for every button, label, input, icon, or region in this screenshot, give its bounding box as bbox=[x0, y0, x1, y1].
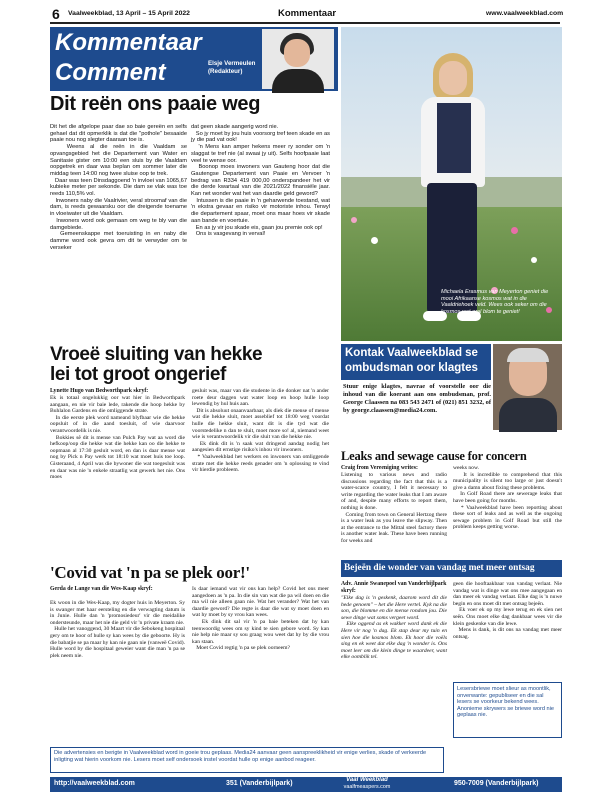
story3-headline: 'Covid vat 'n pa se plek oor!' bbox=[50, 563, 250, 582]
ombudsman-box bbox=[341, 344, 562, 447]
ombudsman-title-line1: Kontak Vaalweekblad se bbox=[345, 347, 478, 359]
story2-col1: Listening to various news and radio discussions regarding the fact that this is a water-scarce country, I felt it necessary to write regarding the water leaks that I am aware of and, despite many efforts to report them, nothing is done. Coming from town on General Hertzog there is a water leak as you leave the slipway. Then at the entrance to the Mittal steel factory there is another water leak. These have been running for weeks and bbox=[341, 472, 447, 544]
ombudsman-body: Stuur enige klagtes, navrae of voorstelle oor die inhoud van die koerant aan ons ombudsman, prof. George Claassen na 083 543 2471 of (021) 851 3232, of by george.claassen@media24.com. bbox=[343, 383, 491, 414]
ombudsman-title-line2: ombudsman oor klagtes bbox=[345, 362, 478, 374]
footer-right: 950-7009 (Vanderbijlpark) bbox=[454, 780, 539, 787]
masthead-section: Kommentaar bbox=[278, 8, 337, 19]
photo-caption: Michaela Erasmus van Meyerton geniet die mooi Afrikaanse kosmos wat in die Vaaldriehoek veld. Wees ook seker om die kosmos wat oral blom te geniet! bbox=[441, 289, 549, 315]
story4-header bbox=[341, 560, 562, 577]
column-title-line1: Kommentaar bbox=[55, 29, 202, 56]
column-author: Elsje Vermeulen bbox=[208, 60, 256, 67]
editorial-col2: dat geen skade aangerig word nie. So jy moet by jou huis voorsorg tref teen skade en as jy die pad vat ook! 'n Mens kan amper hekens meer ry sonder om 'n slaggat te tref nie (al swaai jy uit). Selfs hoofpaaie laat veel te wense oor. Boonop moes inwoners van Gauteng hoor dat die Gautengse Departement van Paaie en Vervoer 'n bedrag van R334 419 000,00 onderspandeer het vir die derde kwartaal van die 2021/2022 finansiële jaar. Kan net wonder wat het van daardie geld geword? Intussen is die paaie in 'n geharwende toestand, wat 'n ekstra gevaar en risiko vir motoriste inhou. Terwyl die departement spaar, moet ons maar hoes vir skade aan bande en voertuie. En as jy vir jou skade eis, gaan jou premie ook op! Ons is vasgevang in verval! bbox=[191, 124, 331, 238]
editorial-headline: Dit reën ons paaie weg bbox=[50, 93, 261, 115]
story1-byline: Lynette Hugo van Bedworthpark skryf: bbox=[50, 388, 149, 394]
footer-bar bbox=[50, 777, 562, 792]
footer-center-left: 351 (Vanderbijlpark) bbox=[226, 780, 293, 787]
story1-headline-line2: lei tot groot ongerief bbox=[50, 364, 226, 385]
footer-logo-line1: Vaal Weekblad bbox=[346, 777, 388, 783]
author-photo bbox=[262, 29, 334, 89]
editorial-col1: Dit het die afgelope paar dae so baie gereën en selfs gehael dat dit opmerklik is dat die "pothole" besaaide paaie nou nog slegter daaraan toe is. Weens al die reën in die Vaaldam se opvangsgebied het die Departement van Water en Sanitasie gister om 10:00 een sluis by die Vaaldam oopgetrek en daar was beplan om sommer later die middag teen 14:00 nog twee sluise oop te trek. Daar was teen Dinsdaggoend 'n invloei van 1065,67 kubieke meter per sekonde. Die dam se vlak was toe reeds 110,5% vol. Inwoners naby die Vaalrivier, veral stroomaf van die dam, is reeds gewaarsku oor die dreigende toename in vloeiwater uit die Vaaldam. Inwoners word ook gemaan om weg te bly van die damgebiede. Gemeenskappe met toeruisting in en naby die damme word ook gevra om dit te verwyder om te verseker bbox=[50, 124, 188, 251]
story2-col2: weeks now. It is incredible to comprehend that this municipality is silent too large or just doesn't give a damn about fixing these problems. In Golf Road there are sewerage leaks that have been going for months. * Vaalweekblad have been reporting about these sort of leaks and as well as the ongoing sewage problem in Golf Road but still the problem keeps getting worse. bbox=[453, 465, 562, 531]
story3-byline: Gerda de Lange van die Wes-Kaap skryf: bbox=[50, 586, 153, 592]
story4-col1: "Elke dag is 'n geskenk, daarom word dit die hede genoem" – het die Here vertel. Kyk na die son, die blomme en die mense rondom jou. Die sewe dinge wat soms vergeet word. Elke oggend as ek wakker word dank ek die Here vir nog 'n dag. Ek stap deur my tuin en sien hoe die kosmos blom. Ek hoor die voëls sing en ek weet dat elke dag 'n wonder is. Ons moet leer om die klein dinge te waardeer, want elke oomblik tel. bbox=[341, 595, 447, 661]
ombudsman-header bbox=[341, 344, 491, 380]
story3-col1: Ek woon in die Wes-Kaap, my dogter huis in Meyerton. Sy is swanger met haar eersteling en die verwagting datum is in Junie. Hulle dan 'n 'promosiedeur' vir die meidalike ondersteunde, maar het nie die geld vir 'n private kraam nie. Hulle het vanoggend, 30 Maart vir die Sebokeng hospitaal gery om te hoor of hulle sy kan wees by die geboorte. Hy is die babatjie se pa maar hy kan nie gaan nie (vanweë Covid). Hulle word by die hospitaal geweier want die man 'n pa se plek neem nie. bbox=[50, 600, 185, 659]
story2-headline: Leaks and sewage cause for concern bbox=[341, 449, 527, 463]
disclaimer-text: Die advertensies en berigte in Vaalweekblad word in goeie trou geplaas. Media24 aanvaar geen aanspreeklikheid vir enige verlies, skade of verkeerde inligting wat hierin voorkom nie. Lesers moet self ondersoek instel voordat hulle op enige aanbod reageer. bbox=[54, 750, 427, 763]
footer-left[interactable]: http://vaalweekblad.com bbox=[54, 780, 135, 787]
story1-col1: Ek is totaal ongelukkig oor wat hier in Bedworthpark aangaan, en nie vir baie lede, rakende die hoop hekke by Buhlalon Gardens en die omliggende strate. In die eerste plek word nameand blyfbaar wie die hekke oopsluit of in die aand toesluit, of wie daarvoor verantwoordelik is nie. Bokkies sê dit is mense van Pulch Pay wat aa word die hefkoop/oop die hekke wat die hekke kan oo die hekke te oopmaan al 17:30 gesluit word, en dan is daar mense wat nog by Pick n Pay werk tot 18:10 wat moet huis toe loop. Gisteraand, 4 April was die bywoner die wat toegesluit was en daar was nie 'n enkele straatlig wat gewerk het nie. Ons moes bbox=[50, 395, 185, 481]
story4-byline: Adv. Annie Swanepoel van Vanderbijlpark skryf: bbox=[341, 581, 447, 594]
story3-col2: Is daar iemand wat vir ons kan help? Covid het ons meer aangedoen as 'n pa. In die sin van wat die pa wil doen en die ma wil nie alleen gaan nie. Wat het verander? Wat het van daardie geword? Die regte is daar die wat sy moet doen en wat hy moet by sy vrou kan wees. Ek dink dit sal vir 'n pa baie beteken dat hy kan teenwoordig wees om sy kind te sien gebore word. Sy kan nie help nie maar sy sou graag wou weet dat hy by die vrou kan staan. Moet Covid regtig 'n pa se plek oorneem? bbox=[192, 586, 329, 652]
footer-logo-line2: vaalfmeaspers.com bbox=[343, 784, 391, 790]
story4-col2: geen die hooftaakbaar van vandag verlaat. Nie vandag wat is dinge wat ons mee aangegaan en dan meer ek vandag verlaat. Elke dag is 'n nuwe begin en ons moet dit met ontsag bejeën. Ek voer ek op my lewe terug en ek sien net seën. Ons moet elke dag dankbaar wees vir die klein geskenke van die lewe. Mens is dank, is dit ons na vandag met meer ontsag. bbox=[453, 581, 562, 640]
story1-col2: gesluit was, maar van die studente in die donker nat 'n ander roete deur daggen wat water loop en hoop hulle loop lewendig by hul huis aan. Dit is absoluut onaanvaarbaar, als diek die mense of mense wat die hekke sluit, moet asseblief tot 18:00 weg voordat hulle die hekke sluit, want dit is die tyd wat die voorstedelike n dan te sluit, moet more so! al, niemand weet wie is verantwoordelik vir die sluit van die hekke nie. Ek dink dit is 'n saak wat dringend aandag nodig het aangesien dit ernstige risiko's inhou vir inwoners. * Vaalweekblad het werkers en inwoners van omliggende strate met die hekke reeds genader om 'n oplossing te vind vir hierdie probleem. bbox=[192, 388, 329, 474]
masthead-rule bbox=[50, 22, 560, 24]
masthead-website: www.vaalweekblad.com bbox=[486, 10, 564, 17]
ombudsman-photo bbox=[493, 344, 562, 430]
story2-byline: Craig from Vereeniging writes: bbox=[341, 465, 418, 471]
letters-note-text: Lesersbriewe moet slieur as moontlik, onverwante: gepubliseer en die sal lesers se voorkeur bekend wees. Anonieme skrywers se briewe word nie geplaas nie. bbox=[457, 686, 554, 719]
column-banner bbox=[50, 27, 338, 91]
column-title-line2: Comment bbox=[55, 59, 166, 86]
footer-logo bbox=[322, 777, 412, 792]
story1-headline-line1: Vroeë sluiting van hekke bbox=[50, 344, 263, 365]
masthead-date: Vaalweekblad, 13 April – 15 April 2022 bbox=[68, 10, 190, 17]
story4-headline: Bejeën die wonder van vandag met meer ontsag bbox=[344, 563, 535, 573]
masthead bbox=[0, 0, 612, 22]
disclaimer-box bbox=[50, 747, 444, 773]
letters-note bbox=[453, 682, 562, 738]
page-number: 6 bbox=[52, 6, 60, 22]
cosmos-photo bbox=[341, 27, 562, 341]
column-author-role: (Redakteur) bbox=[208, 68, 243, 75]
